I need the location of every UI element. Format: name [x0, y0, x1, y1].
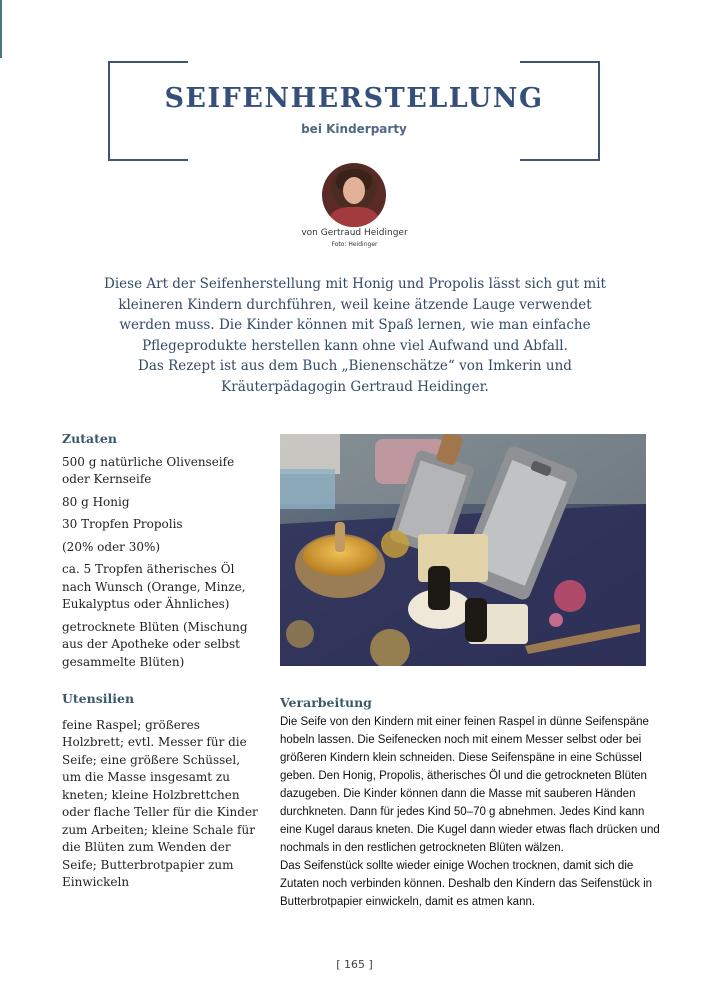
page-number: [ 165 ] [336, 958, 373, 971]
ingredient-item: 500 g natürliche Olivenseife oder Kernseife [62, 454, 235, 486]
photo-credit: Foto: Heidinger [331, 241, 378, 248]
ingredient-item: 30 Tropfen Propolis [62, 517, 183, 531]
intro-text [95, 274, 615, 397]
page-edge-accent [0, 0, 2, 58]
article-subtitle: bei Kinderparty [301, 122, 407, 136]
title-frame [108, 61, 600, 161]
oil-bottle [465, 598, 487, 642]
intro-line: kleineren Kindern durchführen, weil keine ätzende Lauge verwendet [118, 296, 592, 313]
blue-towel [280, 469, 335, 509]
processing-paragraph: Die Seife von den Kindern mit einer feinen Raspel in dünne Seifenspäne hobeln lassen. Die Seifenecken noch mit einem Messer selbst oder bei größeren Kindern klein schneiden. Diese Seifenspäne in eine Schüssel geben. Den Honig, Propolis, ätherisches Öl und die getrockneten Blüten dazugeben. Die Kinder können dann die Masse mit sauberen Händen durchkneten. Dann für jedes Kind 50–70 g abnehmen. Jedes Kind kann eine Kugel daraus kneten. Die Kugel dann wieder etwas flach drücken und nochmals in den restlichen getrockneten Blüten wälzen. [280, 716, 660, 854]
author-byline: von Gertraud Heidinger [301, 228, 408, 238]
dried-flowers [381, 530, 409, 558]
processing-section [280, 695, 660, 911]
dried-rose [554, 580, 586, 612]
utensils-heading: Utensilien [62, 691, 135, 706]
frame-line [520, 159, 600, 161]
ingredient-item: getrocknete Blüten (Mischung aus der Apotheke oder selbst gesammelte Blüten) [62, 619, 248, 669]
portrait-shirt [330, 207, 378, 227]
frame-line [520, 61, 600, 63]
ingredient-item: 80 g Honig [62, 494, 130, 509]
ingredients-list [62, 454, 262, 672]
utensils-text: feine Raspel; größeres Holzbrett; evtl. Messer für die Seife; eine größere Schüssel, um die Masse insgesamt zu kneten; kleine Holzbrettchen oder flache Teller für die Kinder zum Arbeiten; kleine Schale für die Blüten zum Wenden der Seife; Butterbrotpapier zum Einwickeln [62, 717, 258, 889]
ingredient-item: (20% oder 30%) [62, 539, 161, 554]
processing-paragraph: Das Seifenstück sollte wieder einige Wochen trocknen, damit sich die Zutaten noch verbinden können. Deshalb den Kindern das Seifenstück in Butterbrotpapier einwickeln, damit es atmen kann. [280, 860, 653, 908]
dried-flowers [286, 620, 314, 648]
processing-heading: Verarbeitung [280, 695, 372, 710]
sidebar-column [62, 430, 262, 892]
frame-line [108, 61, 188, 63]
soap-photo-illustration [280, 434, 646, 666]
frame-line [108, 159, 188, 161]
ingredients-heading: Zutaten [62, 431, 117, 446]
intro-line: Kräuterpädagogin Gertraud Heidinger. [221, 378, 489, 395]
intro-line: Das Rezept ist aus dem Buch „Bienenschätze“ von Imkerin und [138, 358, 572, 374]
intro-line: Diese Art der Seifenherstellung mit Honig und Propolis lässt sich gut mit [104, 276, 606, 292]
article-title: SEIFENHERSTELLUNG [164, 83, 544, 114]
soap-making-photo [280, 434, 646, 666]
portrait-face [343, 177, 365, 204]
honey-dipper [335, 522, 345, 552]
dried-petal [549, 613, 563, 627]
intro-line: Pflegeprodukte herstellen kann ohne viel Aufwand und Abfall. [142, 337, 568, 354]
author-portrait [322, 163, 386, 227]
intro-line: werden muss. Die Kinder können mit Spaß lernen, wie man einfache [119, 317, 591, 333]
oil-bottle [428, 566, 450, 610]
white-towel [280, 434, 340, 474]
ingredient-item: ca. 5 Tropfen ätherisches Öl nach Wunsch (Orange, Minze, Eukalyptus oder Ähnliches) [62, 562, 246, 611]
